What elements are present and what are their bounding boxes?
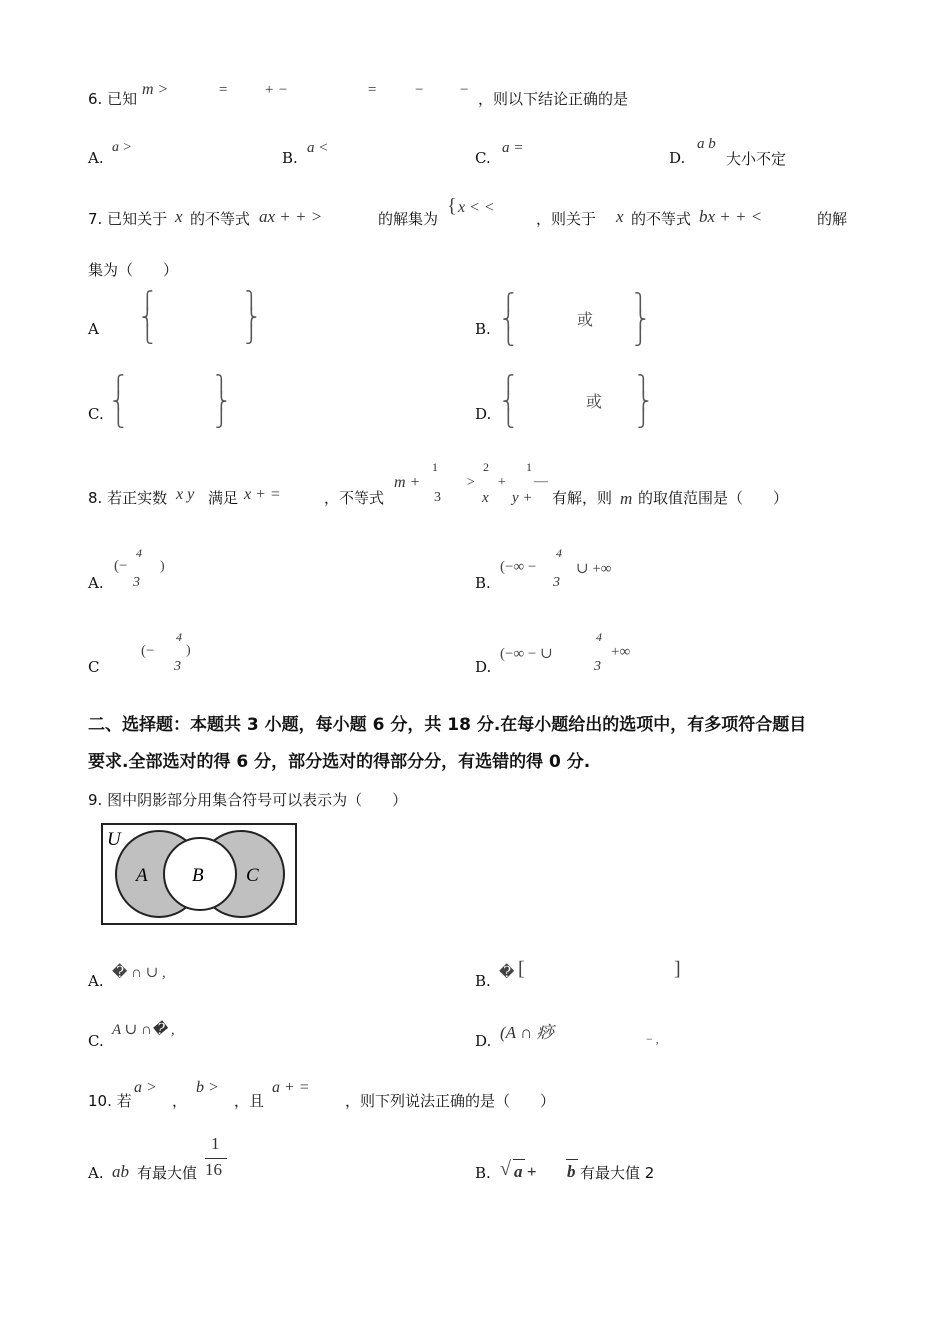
q10-option-a-num: 1 <box>211 1134 220 1153</box>
venn-label-c: C <box>246 865 259 886</box>
q10-option-b-text: 有最大值 2 <box>580 1164 655 1182</box>
q7-mid3: ，则关于 <box>536 210 597 228</box>
q7-set-brace: { <box>447 195 457 217</box>
q6-option-a-math: a > <box>112 140 132 155</box>
q6-option-d-math: a b <box>697 136 716 152</box>
q9-option-d-tail: − , <box>646 1032 659 1046</box>
q8-stem-suffix: 的取值范围是（ ） <box>638 489 789 507</box>
q6-option-c-math: a = <box>502 140 524 156</box>
q9-option-a-math: � ∩ ∪ , <box>112 965 166 981</box>
q10-cond-sum: a + = <box>272 1079 310 1096</box>
q8-frac2-den: x <box>482 490 489 506</box>
q7-stem-prefix: 7. 已知关于 <box>88 210 168 228</box>
venn-label-a: A <box>136 865 148 886</box>
q6-expr-eq1: = <box>218 82 229 98</box>
q8-option-b-tail: ∪ +∞ <box>576 561 612 577</box>
q7-option-a-left-brace: ⎧ ⎨ ⎩ <box>141 291 154 345</box>
q7-option-b-label[interactable]: B. <box>475 320 491 338</box>
q8-frac3-den: y + <box>512 490 533 506</box>
q7-set1: x < < <box>458 199 495 216</box>
q8-frac1-den: 3 <box>434 490 441 505</box>
q8-option-d-math: (−∞ − ∪ <box>500 646 553 662</box>
q8-stem-prefix: 8. 若正实数 <box>88 489 168 507</box>
q10-option-b-sqrt-a: √ <box>500 1158 511 1180</box>
q6-option-b-math: a < <box>307 140 329 156</box>
q8-option-d-den: 3 <box>594 659 601 674</box>
q6-expr-plusminus: + − <box>264 82 288 98</box>
q8-vars: x y <box>176 486 195 503</box>
q7-var-x: x <box>175 207 183 226</box>
q8-option-b-label[interactable]: B. <box>475 574 491 592</box>
q10-option-a-fraction-bar <box>205 1158 227 1159</box>
q7-option-b-left-brace: ⎧ ⎨ ⎩ <box>502 293 515 347</box>
q8-option-b-num: 4 <box>556 546 562 560</box>
q6-expr-m: m > <box>142 81 169 98</box>
q7-var-x2: x <box>616 207 624 226</box>
q7-option-d-or: 或 <box>586 392 603 411</box>
q7-option-d-left-brace: ⎧ ⎨ ⎩ <box>502 375 515 429</box>
q6-option-a-label[interactable]: A. <box>88 149 104 167</box>
q8-plus: + <box>497 475 507 490</box>
q8-frac3-num: 1 <box>526 460 532 474</box>
q7-ineq2: bx + + < <box>699 207 763 226</box>
q9-option-b-right-bracket: ] <box>674 958 681 980</box>
q8-frac3-bar: — <box>534 474 548 489</box>
q9-option-c-math: A ∪ ∩� , <box>112 1022 175 1038</box>
q6-expr-minus2: − <box>459 82 470 98</box>
q7-mid4: 的不等式 <box>631 210 692 228</box>
q10-mid: ，且 <box>234 1092 265 1110</box>
q7-option-a-label[interactable]: A <box>88 320 99 338</box>
venn-label-b: B <box>192 865 204 886</box>
q6-stem-suffix: ，则以下结论正确的是 <box>478 90 629 108</box>
q8-frac1-num: 1 <box>432 460 438 474</box>
q10-option-b-math-a: a + <box>514 1162 537 1181</box>
q8-option-c-label[interactable]: C <box>88 658 100 676</box>
q8-option-d-num: 4 <box>596 630 602 644</box>
q7-option-b-or: 或 <box>577 310 594 329</box>
q8-option-a-den: 3 <box>133 575 140 590</box>
q10-option-b-math-b: b <box>567 1162 576 1181</box>
q7-option-a-right-brace: ⎫ ⎬ ⎭ <box>245 291 258 345</box>
q8-frac2-num: 2 <box>483 460 489 474</box>
q8-var-m: m <box>620 489 633 508</box>
q10-cond-a: a > <box>134 1079 157 1096</box>
q6-option-d-label[interactable]: D. <box>669 149 686 167</box>
q9-option-b-left-bracket: [ <box>518 958 525 980</box>
q8-mid1: 满足 <box>208 489 239 507</box>
q10-option-b-sqrt-a-bar <box>513 1159 525 1160</box>
q8-option-c-math: (− <box>141 643 155 659</box>
q8-option-c-tail: ) <box>186 643 191 658</box>
q9-option-d-label[interactable]: D. <box>475 1032 492 1050</box>
q9-option-b-label[interactable]: B. <box>475 972 491 990</box>
q8-option-a-num: 4 <box>136 546 142 560</box>
q7-option-d-right-brace: ⎫ ⎬ ⎭ <box>637 375 650 429</box>
q8-gt: > <box>466 475 476 490</box>
q7-option-b-right-brace: ⎫ ⎬ ⎭ <box>634 293 647 347</box>
q6-expr-eq2: = <box>367 82 378 98</box>
q9-option-d-math: (A ∩ 痧 <box>500 1023 554 1042</box>
q7-mid1: 的不等式 <box>190 210 251 228</box>
q9-option-a-label[interactable]: A. <box>88 972 104 990</box>
q9-option-b-math: � <box>499 965 515 981</box>
q6-expr-minus1: − <box>414 82 425 98</box>
q8-mid3: 有解，则 <box>552 489 613 507</box>
q10-option-a-math: ab <box>112 1162 129 1181</box>
q8-option-c-den: 3 <box>174 659 181 674</box>
q8-option-a-math: (− <box>114 558 128 574</box>
q8-option-d-label[interactable]: D. <box>475 658 492 676</box>
q10-option-a-den: 16 <box>205 1160 222 1179</box>
q7-option-c-right-brace: ⎫ ⎬ ⎭ <box>215 375 228 429</box>
q10-comma: ， <box>172 1092 188 1110</box>
venn-label-u: U <box>107 829 121 850</box>
q8-option-a-tail: ) <box>160 559 165 574</box>
q9-venn-diagram <box>100 822 300 926</box>
section2-line2: 要求.全部选对的得 6 分，部分选对的得部分分，有选错的得 0 分. <box>88 752 591 772</box>
q10-option-b-label[interactable]: B. <box>475 1164 491 1182</box>
q7-mid5: 的解 <box>817 210 848 228</box>
q7-mid2: 的解集为 <box>378 210 439 228</box>
q10-option-b-sqrt-b-bar <box>566 1159 578 1160</box>
q8-ineq-m: m + <box>394 474 421 491</box>
q8-cond: x + = <box>244 486 281 503</box>
q8-option-d-tail: +∞ <box>611 644 631 660</box>
q6-option-c-label[interactable]: C. <box>475 149 491 167</box>
q7-option-d-label[interactable]: D. <box>475 405 492 423</box>
q7-stem-line2: 集为（ ） <box>88 261 179 279</box>
q6-stem-prefix: 6. 已知 <box>88 90 138 108</box>
q8-option-a-label[interactable]: A. <box>88 574 104 592</box>
q7-option-c-left-brace: ⎧ ⎨ ⎩ <box>112 375 125 429</box>
q8-mid2: ，不等式 <box>324 489 385 507</box>
q9-stem: 9. 图中阴影部分用集合符号可以表示为（ ） <box>88 791 408 809</box>
q10-option-a-text: 有最大值 <box>137 1164 198 1182</box>
q6-option-b-label[interactable]: B. <box>282 149 298 167</box>
q8-option-c-num: 4 <box>176 630 182 644</box>
q7-ineq1: ax + + > <box>259 207 323 226</box>
section2-line1: 二、选择题：本题共 3 小题，每小题 6 分，共 18 分.在每小题给出的选项中，有多项符合题目 <box>88 715 807 735</box>
q7-option-c-label[interactable]: C. <box>88 405 104 423</box>
q8-option-b-math: (−∞ − <box>500 559 537 575</box>
q8-option-b-den: 3 <box>553 575 560 590</box>
q10-cond-b: b > <box>196 1079 219 1096</box>
q9-option-c-label[interactable]: C. <box>88 1032 104 1050</box>
q10-stem-prefix: 10. 若 <box>88 1092 132 1110</box>
q10-option-a-label[interactable]: A. <box>88 1164 104 1182</box>
q10-stem-suffix: ，则下列说法正确的是（ ） <box>345 1092 556 1110</box>
q6-option-d-text: 大小不定 <box>726 150 787 168</box>
